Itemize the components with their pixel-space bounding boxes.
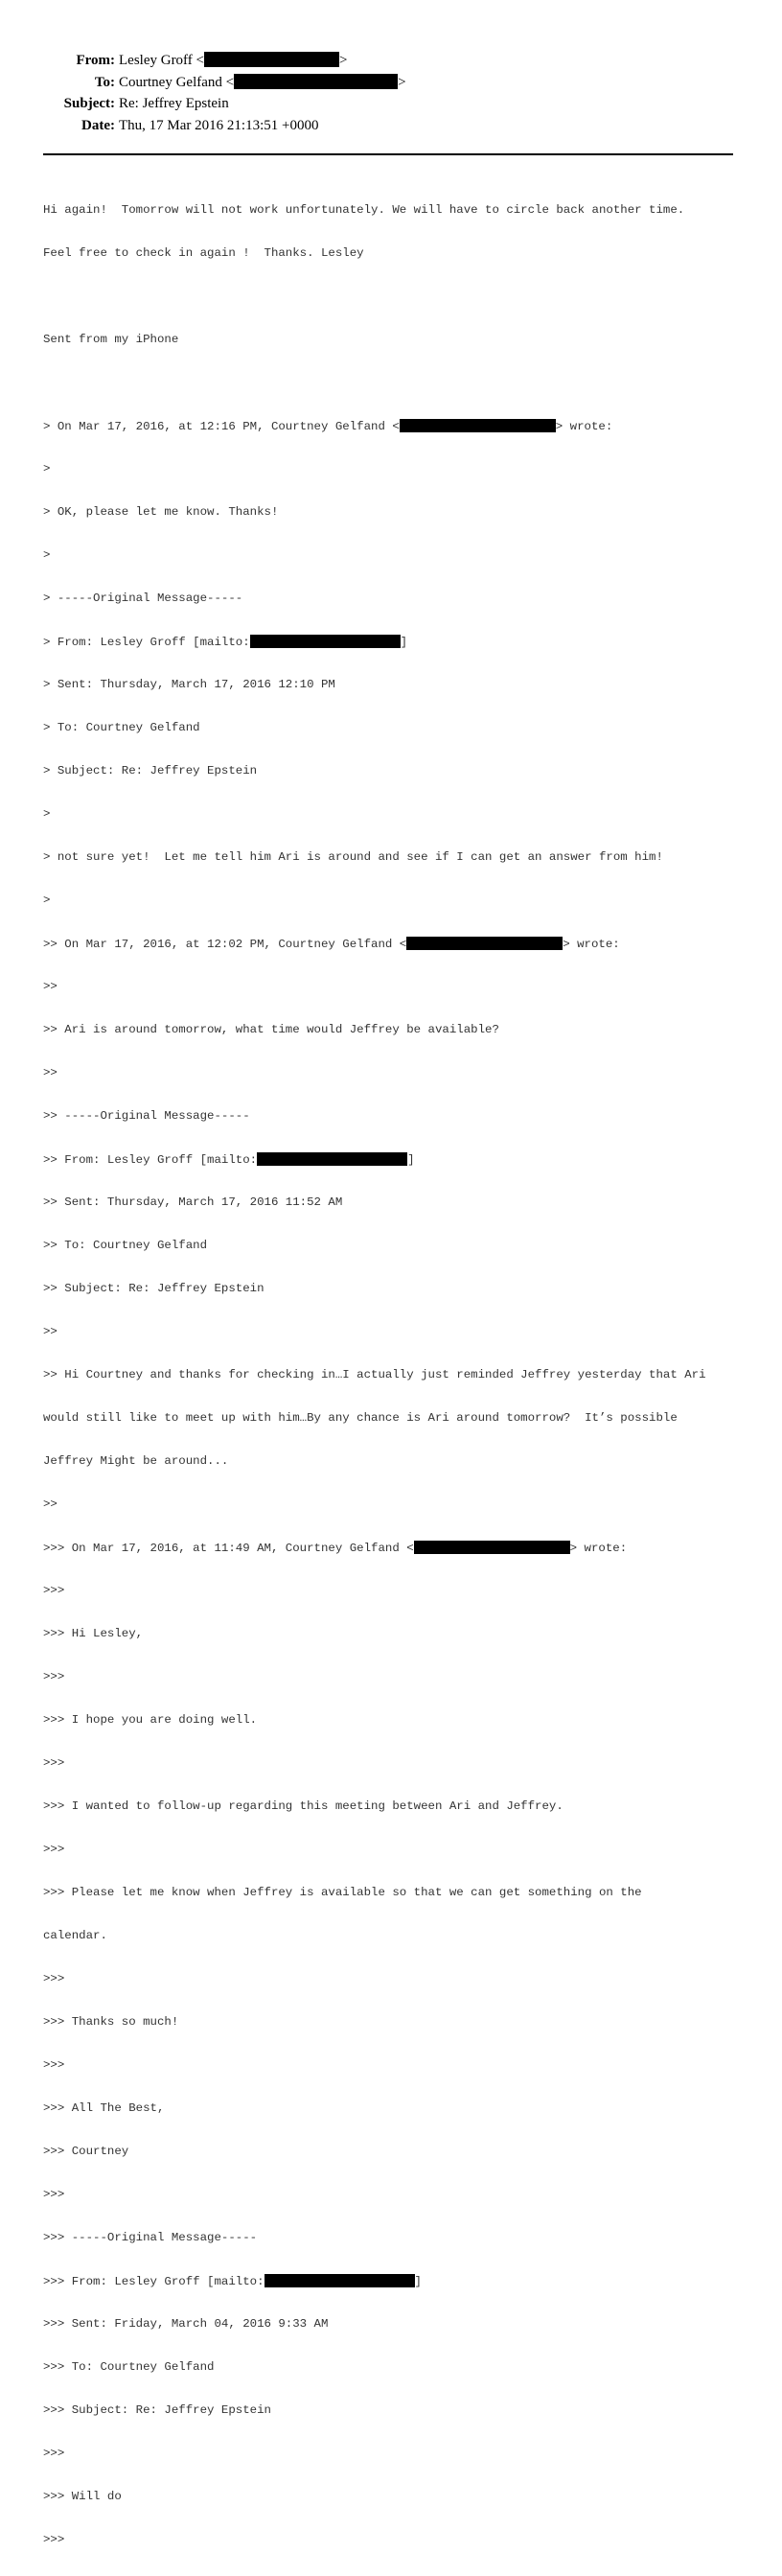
quoted-header-line bbox=[43, 1541, 752, 1555]
body-line: >>> bbox=[43, 1584, 65, 1597]
body-line: > To: Courtney Gelfand bbox=[43, 721, 200, 734]
body-text: > On Mar 17, 2016, at 12:16 PM, Courtney Gelfand < bbox=[43, 420, 400, 433]
body-line: calendar. bbox=[43, 1929, 107, 1942]
body-text: > wrote: bbox=[569, 1542, 628, 1555]
body-text: ] bbox=[400, 636, 408, 649]
date-label: Date: bbox=[81, 117, 115, 133]
body-text: ] bbox=[414, 2275, 422, 2288]
body-line: > bbox=[43, 807, 51, 821]
body-line: >>> bbox=[43, 1670, 65, 1683]
body-line: >>> Hi Lesley, bbox=[43, 1627, 144, 1640]
subject-value: Re: Jeffrey Epstein bbox=[119, 96, 229, 111]
body-line bbox=[43, 290, 752, 304]
date-value: Thu, 17 Mar 2016 21:13:51 +0000 bbox=[119, 117, 319, 133]
body-line: >>> Please let me know when Jeffrey is available so that we can get something on the bbox=[43, 1886, 642, 1899]
quoted-from-line bbox=[43, 2274, 752, 2288]
body-text: > wrote: bbox=[555, 420, 613, 433]
body-line: >>> I hope you are doing well. bbox=[43, 1713, 258, 1727]
body-text: > From: Lesley Groff [mailto: bbox=[43, 636, 250, 649]
redaction-bar bbox=[264, 2274, 415, 2287]
body-line: >>> bbox=[43, 2447, 65, 2460]
quoted-header-line bbox=[43, 937, 752, 951]
body-line: > Subject: Re: Jeffrey Epstein bbox=[43, 764, 258, 777]
redaction-bar bbox=[414, 1541, 570, 1554]
body-line: >>> To: Courtney Gelfand bbox=[43, 2360, 215, 2374]
body-text: >>> From: Lesley Groff [mailto: bbox=[43, 2275, 264, 2288]
redaction-bar bbox=[250, 635, 401, 648]
from-close: > bbox=[339, 53, 348, 68]
body-line: > not sure yet! Let me tell him Ari is around and see if I can get an answer from him! bbox=[43, 850, 663, 864]
redaction-bar bbox=[406, 937, 563, 950]
body-line: >> bbox=[43, 980, 58, 993]
body-line: >> Hi Courtney and thanks for checking in…I actually just reminded Jeffrey yesterday that Ari bbox=[43, 1368, 706, 1381]
body-line: >>> bbox=[43, 2188, 65, 2201]
body-line: >> bbox=[43, 1066, 58, 1079]
to-label: To: bbox=[94, 74, 115, 90]
body-line: >> Sent: Thursday, March 17, 2016 11:52 AM bbox=[43, 1195, 343, 1209]
body-line: >>> Thanks so much! bbox=[43, 2015, 179, 2029]
body-line: >> Subject: Re: Jeffrey Epstein bbox=[43, 1282, 264, 1295]
body-line: Jeffrey Might be around... bbox=[43, 1454, 229, 1468]
body-line: >>> Courtney bbox=[43, 2145, 129, 2158]
email-header bbox=[0, 50, 782, 136]
body-line: >>> Sent: Friday, March 04, 2016 9:33 AM bbox=[43, 2317, 329, 2331]
body-line: >>> All The Best, bbox=[43, 2101, 165, 2115]
body-line: >>> bbox=[43, 1972, 65, 1985]
body-text: >> From: Lesley Groff [mailto: bbox=[43, 1153, 258, 1167]
from-value: Lesley Groff < bbox=[119, 53, 204, 68]
redaction-bar bbox=[400, 419, 556, 432]
quoted-from-line bbox=[43, 1152, 752, 1167]
header-subject-row bbox=[0, 93, 782, 115]
body-line: >>> bbox=[43, 1843, 65, 1856]
quoted-from-line bbox=[43, 635, 752, 649]
quoted-header-line bbox=[43, 419, 752, 433]
body-line: >> bbox=[43, 1497, 58, 1511]
body-line: > OK, please let me know. Thanks! bbox=[43, 505, 279, 519]
header-from-row bbox=[0, 50, 782, 72]
header-divider bbox=[43, 153, 733, 155]
body-line: >> -----Original Message----- bbox=[43, 1109, 250, 1123]
body-text: >> On Mar 17, 2016, at 12:02 PM, Courtney Gelfand < bbox=[43, 938, 407, 951]
body-line: Feel free to check in again ! Thanks. Lesley bbox=[43, 246, 364, 260]
body-line: >>> bbox=[43, 2058, 65, 2072]
body-line: would still like to meet up with him…By any chance is Ari around tomorrow? It’s possible bbox=[43, 1411, 678, 1425]
body-line: >>> bbox=[43, 2533, 65, 2546]
body-line: > -----Original Message----- bbox=[43, 592, 243, 605]
to-value: Courtney Gelfand < bbox=[119, 74, 235, 90]
body-text: > wrote: bbox=[563, 938, 620, 951]
email-body bbox=[43, 174, 752, 2576]
body-line: > bbox=[43, 893, 51, 907]
body-line: >>> I wanted to follow-up regarding this meeting between Ari and Jeffrey. bbox=[43, 1799, 564, 1813]
body-line: >> Ari is around tomorrow, what time would Jeffrey be available? bbox=[43, 1023, 499, 1036]
body-text: >>> On Mar 17, 2016, at 11:49 AM, Courtney Gelfand < bbox=[43, 1542, 414, 1555]
body-line bbox=[43, 376, 752, 390]
subject-label: Subject: bbox=[63, 96, 115, 111]
body-line: >>> bbox=[43, 1756, 65, 1770]
body-line: >>> Will do bbox=[43, 2490, 122, 2503]
redaction-bar bbox=[257, 1152, 407, 1166]
body-line: >>> Subject: Re: Jeffrey Epstein bbox=[43, 2403, 271, 2417]
body-line: > bbox=[43, 462, 51, 476]
body-line: Hi again! Tomorrow will not work unfortunately. We will have to circle back another time. bbox=[43, 203, 685, 217]
body-line: >> To: Courtney Gelfand bbox=[43, 1239, 208, 1252]
body-text: ] bbox=[407, 1153, 415, 1167]
to-close: > bbox=[398, 74, 406, 90]
body-line: Sent from my iPhone bbox=[43, 333, 179, 346]
body-line: >>> -----Original Message----- bbox=[43, 2231, 258, 2244]
header-date-row bbox=[0, 115, 782, 137]
redaction-bar bbox=[234, 74, 398, 89]
from-label: From: bbox=[76, 53, 115, 68]
redaction-bar bbox=[204, 52, 339, 67]
body-line: > Sent: Thursday, March 17, 2016 12:10 PM bbox=[43, 678, 335, 691]
body-line: > bbox=[43, 548, 51, 562]
header-to-row bbox=[0, 72, 782, 94]
body-line: >> bbox=[43, 1325, 58, 1338]
